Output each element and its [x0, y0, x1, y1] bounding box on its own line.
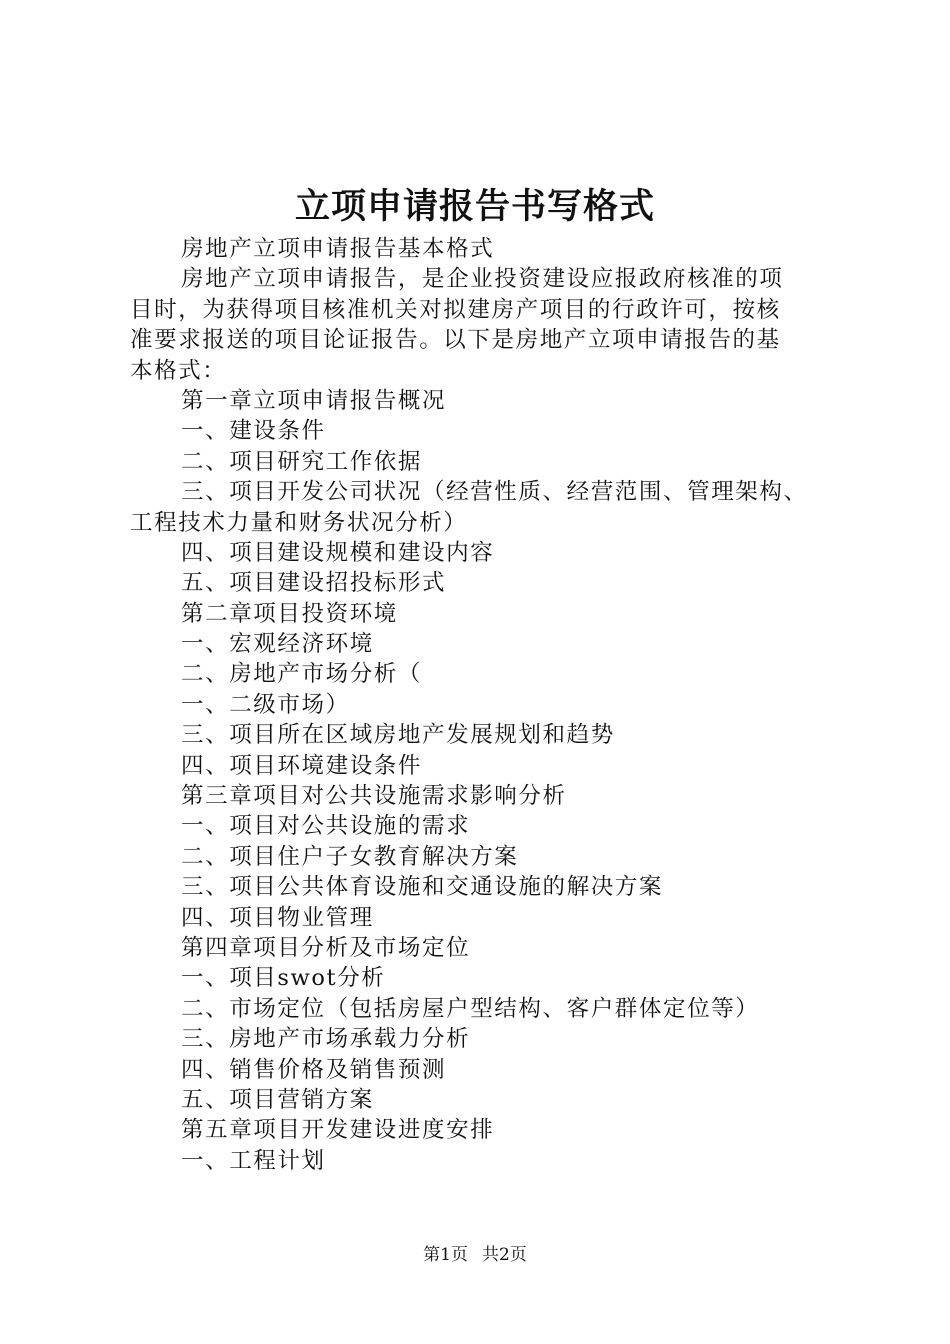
text-line: 一、宏观经济环境 [181, 631, 374, 658]
page-number: 第1页 [423, 1245, 468, 1265]
text-line: 二、项目住户子女教育解决方案 [181, 843, 519, 870]
text-line: 三、项目公共体育设施和交通设施的解决方案 [181, 874, 664, 901]
text-line: 三、项目所在区域房地产发展规划和趋势 [181, 722, 615, 749]
chapter-heading: 第四章项目分析及市场定位 [181, 934, 471, 961]
text-line: 二、房地产市场分析（ [181, 661, 423, 688]
text-line: 三、房地产市场承载力分析 [181, 1026, 471, 1053]
text-line: 四、销售价格及销售预测 [181, 1056, 447, 1083]
chapter-heading: 第五章项目开发建设进度安排 [181, 1117, 495, 1144]
page-total: 共2页 [482, 1245, 527, 1265]
text-line: 三、项目开发公司状况（经营性质、经营范围、管理架构、 [181, 479, 808, 506]
text-line: 二、市场定位（包括房屋户型结构、客户群体定位等） [181, 995, 760, 1022]
text-line: 五、项目营销方案 [181, 1086, 374, 1113]
text-line: 四、项目物业管理 [181, 904, 374, 931]
text-line: 一、工程计划 [181, 1147, 326, 1174]
text-line: 四、项目建设规模和建设内容 [181, 539, 495, 566]
text-line: 五、项目建设招投标形式 [181, 570, 447, 597]
text-line: 一、建设条件 [181, 418, 326, 445]
text-line: 一、项目swot分析 [181, 965, 386, 992]
text-line: 房地产立项申请报告，是企业投资建设应报政府核准的项 [181, 266, 784, 293]
text-line: 本格式： [130, 357, 227, 384]
text-line: 准要求报送的项目论证报告。以下是房地产立项申请报告的基 [130, 327, 781, 354]
document-title: 立项申请报告书写格式 [294, 187, 655, 227]
text-line: 四、项目环境建设条件 [181, 752, 423, 779]
document-body [130, 234, 835, 1176]
chapter-heading: 第三章项目对公共设施需求影响分析 [181, 783, 567, 810]
chapter-heading: 第一章立项申请报告概况 [181, 387, 447, 414]
text-line: 房地产立项申请报告基本格式 [181, 236, 495, 262]
text-line: 一、项目对公共设施的需求 [181, 813, 471, 840]
text-line: 工程技术力量和财务状况分析） [130, 509, 468, 536]
text-line: 目时，为获得项目核准机关对拟建房产项目的行政许可，按核 [130, 296, 781, 323]
text-line: 二、项目研究工作依据 [181, 448, 423, 475]
chapter-heading: 第二章项目投资环境 [181, 600, 398, 627]
page-footer [0, 1244, 950, 1266]
text-line: 一、二级市场） [181, 691, 350, 718]
